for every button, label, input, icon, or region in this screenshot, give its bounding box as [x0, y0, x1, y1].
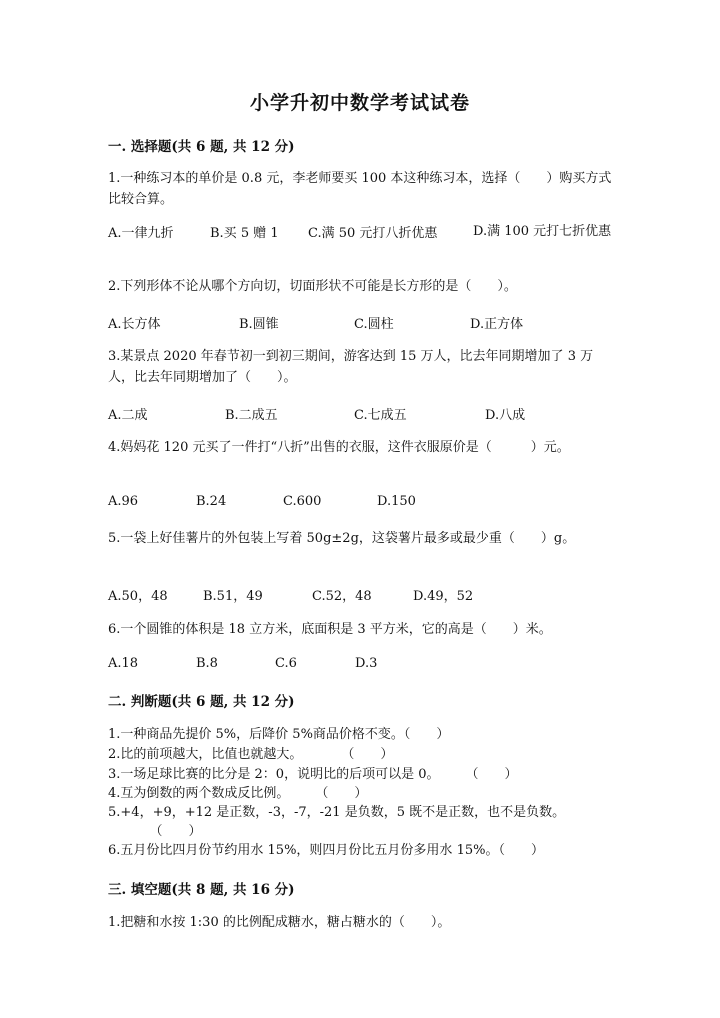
- judge-item-5-brackets: （ ）: [130, 824, 202, 839]
- option-d: D.150: [377, 494, 416, 509]
- option-d: D.正方体: [470, 317, 524, 332]
- option-a: A.长方体: [108, 317, 161, 332]
- option-a: A.96: [108, 494, 139, 509]
- fill-question-1: 1.把糖和水按 1:30 的比例配成糖水，糖占糖水的（ ）。: [108, 915, 451, 930]
- option-c: C.52，48: [312, 589, 372, 604]
- choice-question-1-options: [108, 222, 620, 262]
- option-a: A.50，48: [108, 589, 168, 604]
- choice-question-4-stem: 4.妈妈花 120 元买了一件打“八折”出售的衣服，这件衣服原价是（ ）元。: [108, 440, 570, 455]
- option-b: B.圆锥: [239, 317, 279, 332]
- option-c: C.七成五: [354, 408, 407, 423]
- option-c: C.圆柱: [354, 317, 394, 332]
- section-heading-judge: 二. 判断题(共 6 题, 共 12 分): [108, 694, 295, 710]
- option-d: D.满 100 元打七折优惠: [473, 224, 612, 239]
- option-b: B.二成五: [225, 408, 278, 423]
- option-c: C.6: [275, 656, 297, 671]
- judge-item-6: 6.五月份比四月份节约用水 15%，则四月份比五月份多用水 15%。（ ）: [108, 843, 544, 858]
- judge-item-4: 4.互为倒数的两个数成反比例。 （ ）: [108, 786, 368, 801]
- choice-question-5-stem: 5.一袋上好佳薯片的外包装上写着 50g±2g，这袋薯片最多或最少重（ ）g。: [108, 531, 576, 546]
- option-b: B.买 5 赠 1: [210, 226, 279, 241]
- option-b: B.24: [196, 494, 227, 509]
- judge-item-1: 1.一种商品先提价 5%，后降价 5%商品价格不变。（ ）: [108, 727, 450, 742]
- option-a: A.二成: [108, 408, 148, 423]
- option-a: A.18: [108, 656, 139, 671]
- option-d: D.3: [355, 656, 378, 671]
- exam-title: 小学升初中数学考试试卷: [249, 92, 470, 114]
- choice-question-1-stem: 1.一种练习本的单价是 0.8 元，李老师要买 100 本这种练习本，选择（ ）购买方式比较合算。: [108, 171, 612, 207]
- choice-question-2-stem: 2.下列形体不论从哪个方向切，切面形状不可能是长方形的是（ ）。: [108, 279, 517, 294]
- option-c: C.满 50 元打八折优惠: [308, 226, 438, 241]
- section-heading-choice: 一. 选择题(共 6 题, 共 12 分): [108, 139, 295, 155]
- section-heading-fill: 三. 填空题(共 8 题, 共 16 分): [108, 882, 295, 898]
- option-a: A.一律九折: [108, 226, 174, 241]
- option-b: B.51，49: [203, 589, 263, 604]
- option-c: C.600: [283, 494, 322, 509]
- option-d: D.49，52: [413, 589, 474, 604]
- choice-question-6-stem: 6.一个圆锥的体积是 18 立方米，底面积是 3 平方米，它的高是（ ）米。: [108, 622, 552, 637]
- option-d: D.八成: [485, 408, 526, 423]
- option-b: B.8: [196, 656, 218, 671]
- choice-question-3-stem: 3.某景点 2020 年春节初一到初三期间，游客达到 15 万人，比去年同期增加了 3 万人，比去年同期增加了（ ）。: [108, 349, 594, 385]
- judge-item-2: 2.比的前项越大，比值也就越大。 （ ）: [108, 747, 394, 762]
- judge-item-5: 5.+4，+9，+12 是正数，-3，-7，-21 是负数，5 既不是正数，也不是负数。: [108, 805, 566, 820]
- judge-item-3: 3.一场足球比赛的比分是 2：0，说明比的后项可以是 0。 （ ）: [108, 767, 518, 782]
